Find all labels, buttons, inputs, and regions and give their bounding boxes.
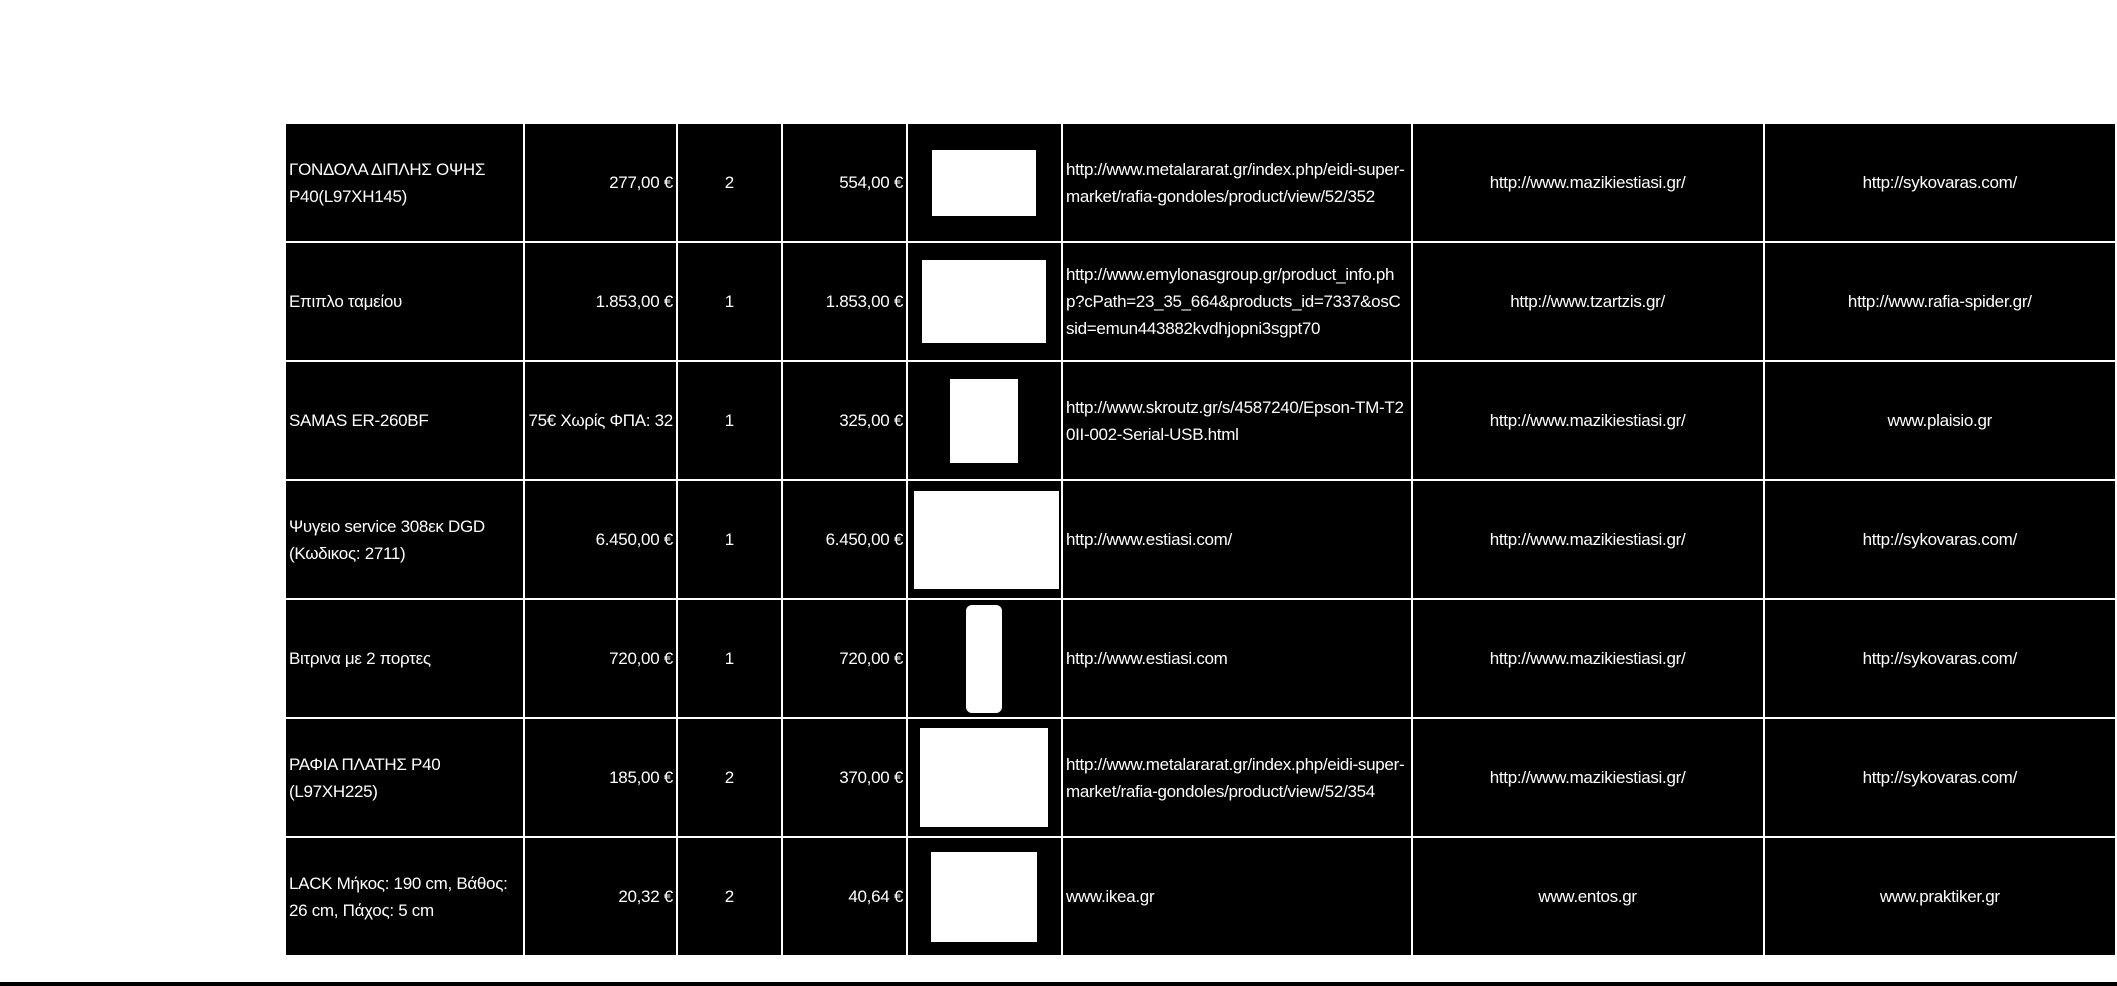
supplier-link-2[interactable]: http://www.mazikiestiasi.gr/ [1412,123,1764,242]
product-image-cell [907,361,1062,480]
product-name-cell: Βιτρινα με 2 πορτες [285,599,524,718]
total-price-cell: 1.853,00 € [782,242,907,361]
quantity-cell: 1 [677,480,782,599]
product-image [950,379,1018,463]
product-name-cell: SAMAS ER-260BF [285,361,524,480]
supplier-link-1[interactable]: http://www.metalararat.gr/index.php/eidi-super-market/rafia-gondoles/product/view/52/352 [1062,123,1412,242]
total-price-cell: 40,64 € [782,837,907,956]
table-row [285,361,2116,480]
quantity-cell: 2 [677,123,782,242]
product-name-cell: Επιπλο ταμείου [285,242,524,361]
quantity-cell: 1 [677,361,782,480]
product-name-cell: ΡΑΦΙΑ ΠΛΑΤΗΣ P40 (L97XH225) [285,718,524,837]
product-image [931,852,1037,942]
supplier-link-1[interactable]: http://www.estiasi.com/ [1062,480,1412,599]
total-price-cell: 370,00 € [782,718,907,837]
product-table [284,122,2117,957]
quantity-cell: 2 [677,837,782,956]
table-row [285,480,2116,599]
supplier-link-2[interactable]: http://www.mazikiestiasi.gr/ [1412,718,1764,837]
supplier-link-2[interactable]: http://www.tzartzis.gr/ [1412,242,1764,361]
total-price-cell: 325,00 € [782,361,907,480]
quantity-cell: 2 [677,718,782,837]
supplier-link-3[interactable]: http://sykovaras.com/ [1764,480,2116,599]
supplier-link-1[interactable]: http://www.emylonasgroup.gr/product_info.php?cPath=23_35_664&products_id=7337&osCsid=emun443882kvdhjopni3sgpt70 [1062,242,1412,361]
supplier-link-3[interactable]: www.praktiker.gr [1764,837,2116,956]
unit-price-cell: 720,00 € [524,599,677,718]
unit-price-cell: 1.853,00 € [524,242,677,361]
supplier-link-2[interactable]: www.entos.gr [1412,837,1764,956]
page-bottom-border [0,982,2117,986]
unit-price-cell: 277,00 € [524,123,677,242]
product-name-cell: LACK Μήκος: 190 cm, Βάθος: 26 cm, Πάχος: 5 cm [285,837,524,956]
total-price-cell: 6.450,00 € [782,480,907,599]
product-image-cell [907,242,1062,361]
table-row [285,599,2116,718]
unit-price-cell: 6.450,00 € [524,480,677,599]
supplier-link-3[interactable]: http://sykovaras.com/ [1764,718,2116,837]
supplier-link-1[interactable]: http://www.skroutz.gr/s/4587240/Epson-TM-T20II-002-Serial-USB.html [1062,361,1412,480]
product-image-cell [907,123,1062,242]
product-image [966,605,1002,713]
supplier-link-2[interactable]: http://www.mazikiestiasi.gr/ [1412,361,1764,480]
unit-price-cell: 185,00 € [524,718,677,837]
quantity-cell: 1 [677,242,782,361]
table-row [285,837,2116,956]
total-price-cell: 554,00 € [782,123,907,242]
product-image [922,260,1046,343]
product-image-cell [907,599,1062,718]
table-row [285,718,2116,837]
product-name-cell: Ψυγειο service 308εκ DGD (Κωδικος: 2711) [285,480,524,599]
product-name-cell: ΓΟΝΔΟΛΑ ΔΙΠΛΗΣ ΟΨΗΣ P40(L97XH145) [285,123,524,242]
table-row [285,123,2116,242]
supplier-link-2[interactable]: http://www.mazikiestiasi.gr/ [1412,599,1764,718]
supplier-link-1[interactable]: http://www.metalararat.gr/index.php/eidi-super-market/rafia-gondoles/product/view/52/354 [1062,718,1412,837]
product-image [932,150,1036,216]
product-image-cell [907,480,1062,599]
supplier-link-2[interactable]: http://www.mazikiestiasi.gr/ [1412,480,1764,599]
supplier-link-1[interactable]: http://www.estiasi.com [1062,599,1412,718]
unit-price-cell: 20,32 € [524,837,677,956]
unit-price-cell: 75€ Χωρίς ΦΠΑ: 32 [524,361,677,480]
total-price-cell: 720,00 € [782,599,907,718]
product-image [920,728,1048,827]
supplier-link-3[interactable]: http://sykovaras.com/ [1764,599,2116,718]
supplier-link-3[interactable]: http://www.rafia-spider.gr/ [1764,242,2116,361]
product-image-cell [907,718,1062,837]
product-image-cell [907,837,1062,956]
quantity-cell: 1 [677,599,782,718]
product-image [914,491,1059,589]
supplier-link-1[interactable]: www.ikea.gr [1062,837,1412,956]
supplier-link-3[interactable]: http://sykovaras.com/ [1764,123,2116,242]
supplier-link-3[interactable]: www.plaisio.gr [1764,361,2116,480]
table-row [285,242,2116,361]
